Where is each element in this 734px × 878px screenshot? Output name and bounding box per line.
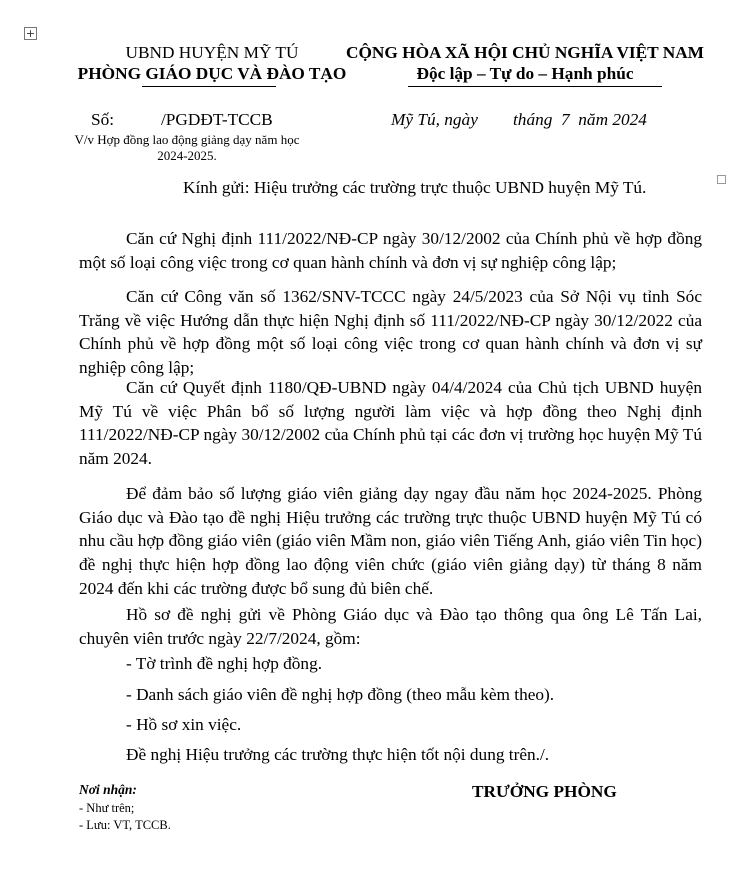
subject-line-2: 2024-2025. — [157, 148, 217, 163]
motto-underline — [408, 86, 662, 87]
recipient-item: - Lưu: VT, TCCB. — [79, 818, 171, 832]
national-motto: Độc lập – Tự do – Hạnh phúc — [416, 64, 634, 83]
recipient-item: - Như trên; — [79, 801, 135, 815]
signer-title: TRƯỞNG PHÒNG — [472, 782, 617, 801]
paragraph-3: Căn cứ Quyết định 1180/QĐ-UBND ngày 04/4/2024 của Chủ tịch UBND huyện Mỹ Tú về việc Phân bổ số lượng người làm việc và hợp đồng theo Nghị định 111/2022/NĐ-CP ngày 30/12/2002 của Chính phủ tại các đơn vị trường học huyện Mỹ Tú năm 2024. — [79, 378, 702, 469]
recipient: Kính gửi: Hiệu trưởng các trường trực thuộc UBND huyện Mỹ Tú. — [183, 178, 647, 197]
date-rest: tháng 7 năm 2024 — [513, 110, 647, 129]
place-date: Mỹ Tú, ngày — [391, 110, 478, 129]
doc-number-label: Số: — [91, 110, 115, 129]
list-item: - Hồ sơ xin việc. — [126, 715, 242, 734]
paragraph-2: Căn cứ Công văn số 1362/SNV-TCCC ngày 24/5/2023 của Sở Nội vụ tỉnh Sóc Trăng về việc Hướng dẫn thực hiện Nghị định số 111/2022/NĐ-CP ngày 30/12/2022 của Chính phủ về hợp đồng một số loại công việc trong cơ quan hành chính và đơn vị sự nghiệp công lập; — [79, 287, 702, 378]
paragraph-5: Hồ sơ đề nghị gửi về Phòng Giáo dục và Đào tạo thông qua ông Lê Tấn Lai, chuyên viên trước ngày 22/7/2024, gồm: — [79, 605, 702, 648]
list-item: - Tờ trình đề nghị hợp đồng. — [126, 654, 323, 673]
issuer-underline — [142, 86, 276, 87]
issuer-department: PHÒNG GIÁO DỤC VÀ ĐÀO TẠO — [77, 64, 347, 83]
move-handle-icon[interactable]: + — [25, 27, 36, 40]
paragraph-4: Để đảm bảo số lượng giáo viên giảng dạy ngay đầu năm học 2024-2025. Phòng Giáo dục và Đào tạo đề nghị Hiệu trưởng các trường trực thuộc UBND huyện Mỹ Tú có nhu cầu hợp đồng giáo viên (giáo viên Mầm non, giáo viên Tiếng Anh, giáo viên Tin học) đề nghị thực hiện hợp đồng lao động viên chức (giáo viên giảng dạy) từ tháng 8 năm 2024 đến khi các trường được bổ sung đủ biên chế. — [79, 484, 702, 598]
list-item: - Danh sách giáo viên đề nghị hợp đồng (theo mẫu kèm theo). — [126, 685, 555, 704]
issuer-authority: UBND HUYỆN MỸ TÚ — [125, 43, 299, 62]
subject-line-1: V/v Hợp đồng lao động giảng dạy năm học — [74, 132, 300, 147]
national-title: CỘNG HÒA XÃ HỘI CHỦ NGHĨA VIỆT NAM — [346, 43, 704, 62]
paragraph-1: Căn cứ Nghị định 111/2022/NĐ-CP ngày 30/12/2002 của Chính phủ về hợp đồng một số loại công việc trong cơ quan hành chính và đơn vị sự nghiệp công lập; — [79, 229, 702, 272]
paragraph-mark-icon — [717, 175, 726, 184]
closing-line: Đề nghị Hiệu trưởng các trường thực hiện tốt nội dung trên./. — [126, 745, 550, 764]
doc-number: /PGDĐT-TCCB — [161, 110, 273, 129]
recipients-label: Nơi nhận: — [79, 782, 137, 797]
